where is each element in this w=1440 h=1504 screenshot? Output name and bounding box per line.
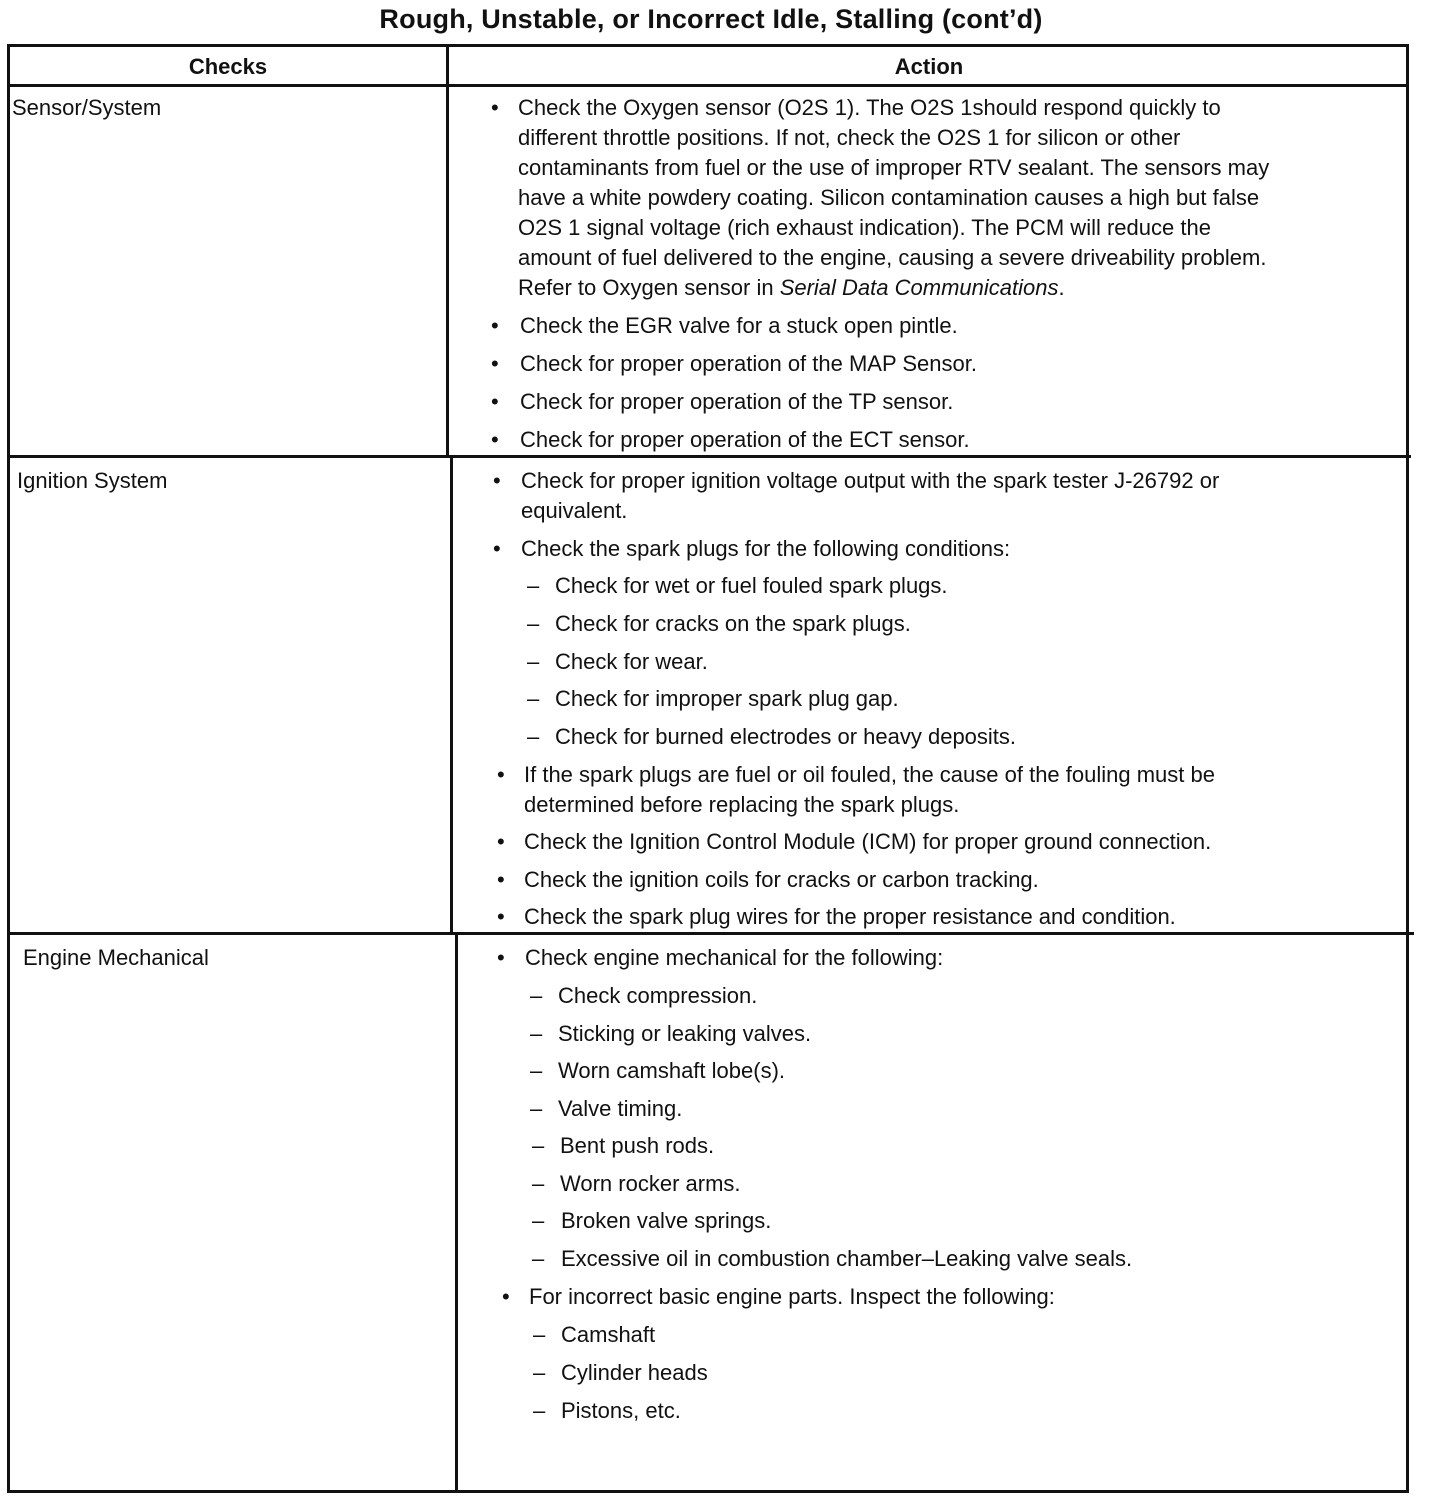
check-engine-mechanical: Engine Mechanical [23,945,209,970]
action-line: If the spark plugs are fuel or oil fouled, the cause of the fouling must be [524,762,1215,787]
dash: – [533,1398,546,1423]
action-line: Check for proper ignition voltage output with the spark tester J-26792 or [521,468,1220,493]
action-line: Check for proper operation of the MAP Sensor. [520,351,977,376]
action-subline: Worn rocker arms. [560,1171,741,1196]
action-line: amount of fuel delivered to the engine, causing a severe driveability problem. [518,245,1267,270]
dash: – [530,983,543,1008]
reference-text: Refer to Oxygen sensor in [518,275,780,300]
action-subline: Broken valve springs. [561,1208,772,1233]
bullet: • [497,904,505,929]
dash: – [530,1096,543,1121]
column-divider [450,457,453,935]
action-line: Check the ignition coils for cracks or carbon tracking. [524,867,1039,892]
check-sensor-system: Sensor/System [12,95,162,120]
check-ignition-system: Ignition System [17,468,168,493]
bullet: • [493,536,501,561]
action-line: have a white powdery coating. Silicon contamination causes a high but false [518,185,1260,210]
action-subline: Sticking or leaking valves. [558,1021,812,1046]
action-line: Check the spark plug wires for the proper resistance and condition. [524,904,1176,929]
bullet: • [497,867,505,892]
dash: – [527,573,540,598]
dash: – [532,1133,545,1158]
bullet: • [491,351,499,376]
action-line: equivalent. [521,498,628,523]
action-line: For incorrect basic engine parts. Inspect the following: [529,1284,1055,1309]
bullet: • [493,468,501,493]
dash: – [533,1360,546,1385]
action-line: Check the spark plugs for the following conditions: [521,536,1011,561]
header-checks: Checks [188,54,268,79]
action-line: O2S 1 signal voltage (rich exhaust indication). The PCM will reduce the [518,215,1211,240]
action-subline: Pistons, etc. [561,1398,681,1423]
row-rule [7,455,1411,458]
action-line: Check the Ignition Control Module (ICM) for proper ground connection. [524,829,1212,854]
action-subline: Check for cracks on the spark plugs. [555,611,911,636]
bullet: • [491,427,499,452]
action-subline: Excessive oil in combustion chamber–Leaking valve seals. [561,1246,1133,1271]
action-line: Check for proper operation of the TP sensor. [520,389,954,414]
dash: – [532,1208,545,1233]
reference-title: Serial Data Communications [779,275,1059,300]
column-divider [455,935,458,1493]
action-subline: Check for wear. [555,649,708,674]
dash: – [530,1058,543,1083]
action-subline: Worn camshaft lobe(s). [558,1058,786,1083]
action-subline: Check for burned electrodes or heavy deposits. [555,724,1017,749]
bullet: • [491,313,499,338]
reference-suffix: . [1058,275,1065,300]
dash: – [530,1021,543,1046]
dash: – [532,1246,545,1271]
action-line: Check the EGR valve for a stuck open pintle. [520,313,958,338]
action-subline: Valve timing. [558,1096,683,1121]
action-line: different throttle positions. If not, check the O2S 1 for silicon or other [518,125,1181,150]
dash: – [527,686,540,711]
action-subline: Check compression. [558,983,758,1008]
action-subline: Check for improper spark plug gap. [555,686,899,711]
action-subline: Camshaft [561,1322,656,1347]
action-line-reference [518,273,1065,303]
bullet: • [491,389,499,414]
dash: – [527,611,540,636]
action-line: contaminants from fuel or the use of improper RTV sealant. The sensors may [518,155,1270,180]
action-subline: Check for wet or fuel fouled spark plugs. [555,573,948,598]
row-rule [10,932,1414,935]
action-subline: Bent push rods. [560,1133,715,1158]
dash: – [532,1171,545,1196]
column-divider [446,44,449,457]
action-line: Check for proper operation of the ECT sensor. [520,427,970,452]
action-subline: Cylinder heads [561,1360,708,1385]
header-rule [7,84,1409,87]
bullet: • [491,95,499,120]
action-line: Check engine mechanical for the following: [525,945,944,970]
page-title: Rough, Unstable, or Incorrect Idle, Stalling (cont’d) [379,4,1043,34]
action-line: determined before replacing the spark plugs. [524,792,960,817]
action-line: Check the Oxygen sensor (O2S 1). The O2S 1should respond quickly to [518,95,1221,120]
bullet: • [502,1284,510,1309]
bullet: • [497,945,505,970]
dash: – [527,649,540,674]
bullet: • [497,762,505,787]
bullet: • [497,829,505,854]
header-action: Action [894,54,964,79]
dash: – [533,1322,546,1347]
dash: – [527,724,540,749]
